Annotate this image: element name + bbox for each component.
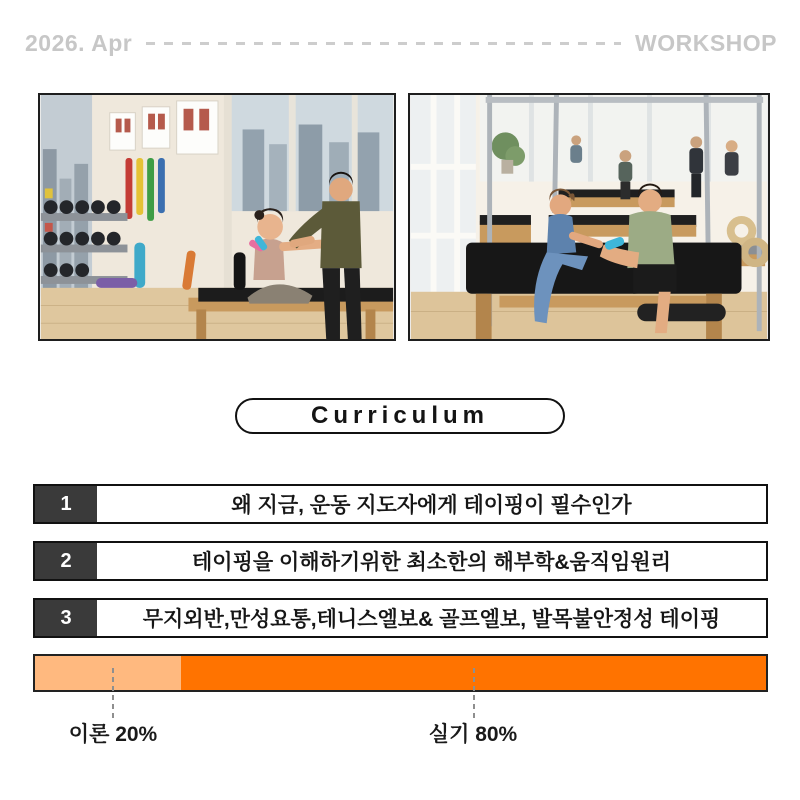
curriculum-title-badge	[235, 398, 565, 434]
photo-right-illustration	[410, 95, 768, 339]
header	[25, 28, 777, 58]
item-number: 3	[35, 600, 97, 636]
dropline-theory	[112, 668, 114, 718]
header-date: 2026. Apr	[25, 29, 133, 56]
practice-label: 실기 80%	[428, 723, 518, 746]
item-number: 2	[35, 543, 97, 579]
item-text: 테이핑을 이해하기위한 최소한의 해부학&움직임원리	[192, 551, 671, 574]
curriculum-item-2	[33, 541, 768, 581]
item-text: 왜 지금, 운동 지도자에게 테이핑이 필수인가	[231, 494, 632, 517]
curriculum-item-3	[33, 598, 768, 638]
photo-taping-knee	[408, 93, 770, 341]
item-text: 무지외반,만성요통,테니스엘보& 골프엘보, 발목불안정성 테이핑	[142, 608, 721, 631]
photo-left-illustration	[40, 95, 394, 339]
theory-label: 이론 20%	[68, 723, 158, 746]
header-dashed-divider	[146, 42, 621, 45]
item-number: 1	[35, 486, 97, 522]
dropline-practice	[473, 668, 475, 718]
header-workshop-label: WORKSHOP	[635, 29, 777, 56]
ratio-segment-theory	[35, 656, 181, 690]
photo-taping-shoulder	[38, 93, 396, 341]
theory-practice-ratio-bar	[33, 654, 768, 692]
curriculum-title: Curriculum	[310, 402, 489, 429]
curriculum-item-1	[33, 484, 768, 524]
